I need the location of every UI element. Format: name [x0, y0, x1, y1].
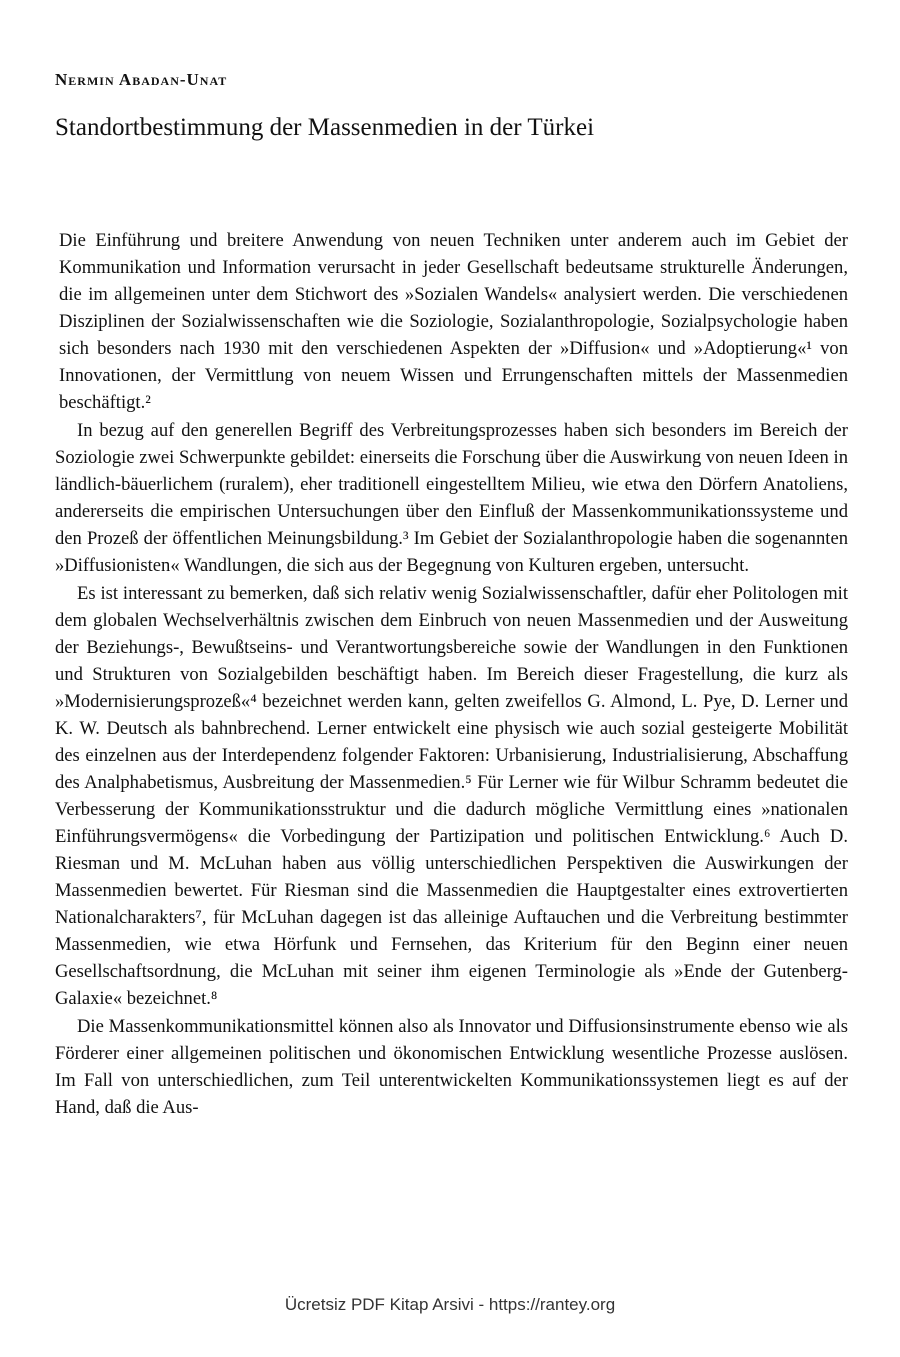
article-body [55, 227, 848, 1121]
paragraph-3: Es ist interessant zu bemerken, daß sich relativ wenig Sozialwissenschaftler, dafür eher Politologen mit dem globalen Wechselverhältnis zwischen dem Einbruch von neuen Massenmedien und der Ausweitung der Beziehungs-, Bewußtseins- und Verantwortungsbereiche sowie der Wandlungen in den Funktionen und Strukturen von Sozialgebilden beschäftigt haben. Im Bereich dieser Fragestellung, die kurz als »Modernisierungsprozeß«⁴ bezeichnet werden kann, gelten zweifellos G. Almond, L. Pye, D. Lerner und K. W. Deutsch als bahnbrechend. Lerner entwickelt eine physisch wie auch sozial gesteigerte Mobilität des einzelnen aus der Interdependenz folgender Faktoren: Urbanisierung, Industrialisierung, Abschaffung des Analphabetismus, Ausbreitung der Massenmedien.⁵ Für Lerner wie für Wilbur Schramm bedeutet die Verbesserung der Kommunikationsstruktur und die dadurch mögliche Vermittlung eines »nationalen Einführungsvermögens« die Vorbedingung der Partizipation und politischen Entwicklung.⁶ Auch D. Riesman und M. McLuhan haben aus völlig unterschiedlichen Perspektiven die Auswirkungen der Massenmedien bewertet. Für Riesman sind die Massenmedien die Hauptgestalter eines extrovertierten Nationalcharakters⁷, für McLuhan dagegen ist das alleinige Auftauchen und die Verbreitung bestimmter Massenmedien, wie etwa Hörfunk und Fernsehen, das Kriterium für den Beginn einer neuen Gesellschaftsordnung, die McLuhan mit seiner ihm eigenen Terminologie als »Ende der Gutenberg-Galaxie« bezeichnet.⁸ [55, 583, 848, 1009]
paragraph-1: Die Einführung und breitere Anwendung von neuen Techniken unter anderem auch im Gebiet der Kommunikation und Information verursacht in jeder Gesellschaft bedeutsame strukturelle Änderungen, die im allgemeinen unter dem Stichwort des »Sozialen Wandels« analysiert werden. Die verschiedenen Disziplinen der Sozialwissenschaften wie die Soziologie, Sozialanthropologie, Sozialpsychologie haben sich besonders nach 1930 mit den verschiedenen Aspekten der »Diffusion« und »Adoptierung«¹ von Innovationen, der Vermittlung von neuem Wissen und Errungenschaften mittels der Massenmedien beschäftigt.² [59, 230, 848, 413]
footer-watermark: Ücretsiz PDF Kitap Arsivi - https://rantey.org [284, 1295, 616, 1314]
article-title: Standortbestimmung der Massenmedien in der Türkei [55, 114, 595, 141]
paragraph-2: In bezug auf den generellen Begriff des Verbreitungsprozesses haben sich besonders im Bereich der Soziologie zwei Schwerpunkte gebildet: einerseits die Forschung über die Auswirkung von neuen Ideen in ländlich-bäuerlichem (ruralem), eher traditionell eingestelltem Milieu, wie etwa den Dörfern Anatoliens, andererseits die empirischen Untersuchungen über den Einfluß der Massenkommunikationssysteme und den Prozeß der öffentlichen Meinungsbildung.³ Im Gebiet der Sozialanthropologie haben die sogenannten »Diffusionisten« Wandlungen, die sich aus der Begegnung von Kulturen ergeben, untersucht. [55, 420, 848, 576]
author-name: Nermin Abadan-Unat [55, 70, 228, 89]
paragraph-4: Die Massenkommunikationsmittel können also als Innovator und Diffusionsinstrumente ebenso wie als Förderer einer allgemeinen politischen und ökonomischen Entwicklung wesentliche Prozesse auslösen. Im Fall von unterschiedlichen, zum Teil unterentwickelten Kommunikationssystemen liegt es auf der Hand, daß die Aus- [55, 1016, 848, 1118]
